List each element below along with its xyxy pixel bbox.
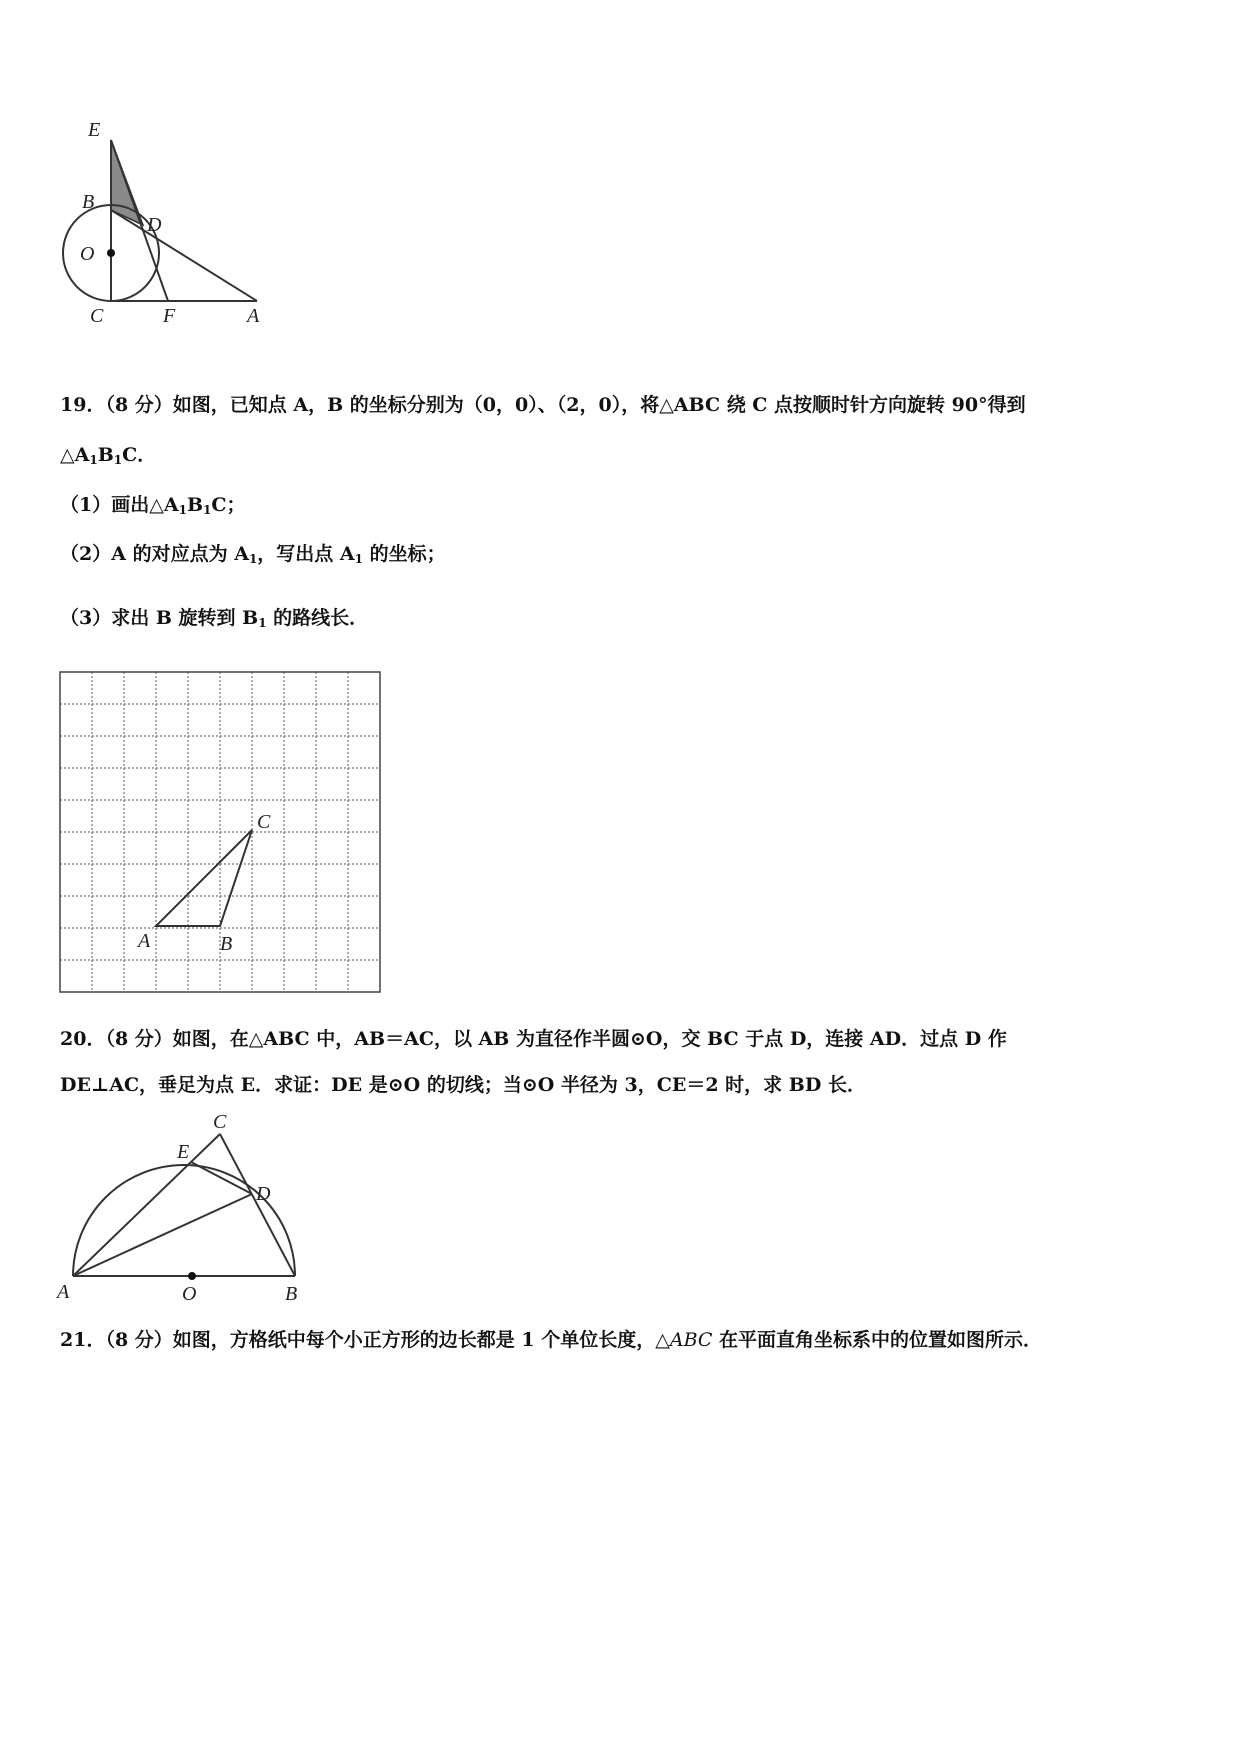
figure-semicircle — [55, 1108, 315, 1318]
q19-line2: $\triangle A_1B_1C$． — [60, 444, 157, 467]
triangle-abc — [156, 830, 252, 926]
q19-part2: （2）A 的对应点为 $A_1$，写出点 $A_1$ 的坐标； — [60, 543, 446, 566]
line-ba — [111, 210, 257, 301]
label-d: D — [256, 1183, 271, 1205]
q19-line1: 19．（8 分）如图，已知点 A，B 的坐标分别为（0，0）、（2，0），将△ABC 绕 C 点按顺时针方向旋转 90°得到 — [60, 394, 1026, 416]
label-c: C — [90, 305, 104, 327]
line-ac — [73, 1134, 220, 1276]
label-a: A — [247, 305, 260, 327]
q21-line1: 21．（8 分）如图，方格纸中每个小正方形的边长都是 1 个单位长度，△ABC 在平面直角坐标系中的位置如图所示． — [60, 1329, 1043, 1351]
label-c: C — [213, 1111, 227, 1133]
q19-part3: （3）求出 B 旋转到 $B_1$ 的路线长． — [60, 607, 369, 630]
label-b: B — [220, 933, 233, 955]
semicircle-o — [73, 1165, 295, 1276]
label-a: A — [138, 930, 151, 952]
center-dot-o — [188, 1272, 196, 1280]
label-f: F — [163, 305, 176, 327]
label-o: O — [182, 1283, 197, 1305]
label-e: E — [177, 1141, 190, 1163]
label-a: A — [57, 1281, 70, 1303]
figure-circle-tangent — [50, 118, 280, 368]
center-dot-o — [107, 249, 115, 257]
q20-line2: DE⊥AC，垂足为点 E．求证：DE 是⊙O 的切线；当⊙O 半径为 3，CE＝2 时，求 BD 长． — [60, 1074, 866, 1096]
line-cb — [220, 1134, 295, 1276]
math-triangle-abc: △ABC — [655, 1329, 713, 1351]
label-o: O — [80, 243, 95, 265]
label-e: E — [88, 119, 101, 141]
label-c: C — [257, 811, 271, 833]
q20-line1: 20．（8 分）如图，在△ABC 中，AB＝AC，以 AB 为直径作半圆⊙O，交 BC 于点 D，连接 AD．过点 D 作 — [60, 1028, 1007, 1050]
q19-part1: （1）画出$\triangle A_1B_1C$； — [60, 494, 246, 517]
label-d: D — [147, 214, 162, 236]
line-ad — [73, 1194, 252, 1276]
figure-grid-triangle — [58, 670, 388, 1000]
label-b: B — [82, 191, 95, 213]
label-b: B — [285, 1283, 298, 1305]
